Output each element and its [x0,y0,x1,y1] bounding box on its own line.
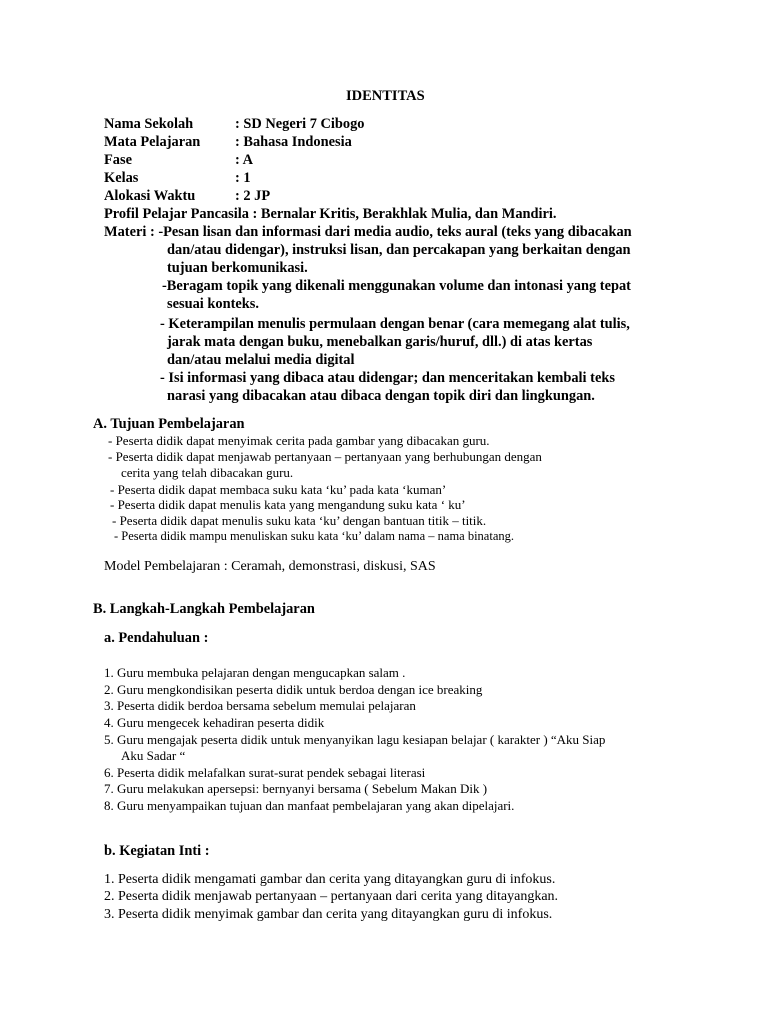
pendahuluan-item: 7. Guru melakukan apersepsi: bernyanyi bersama ( Sebelum Makan Dik ) [104,781,488,796]
phase-label: Fase [104,152,132,168]
materi-line: - Keterampilan menulis permulaan dengan benar (cara memegang alat tulis, [160,316,630,332]
materi-line: Materi : -Pesan lisan dan informasi dari media audio, teks aural (teks yang dibacakan [104,224,632,240]
subject-value: : Bahasa Indonesia [235,134,352,150]
objective-item: cerita yang telah dibacakan guru. [121,465,294,480]
objective-item: - Peserta didik dapat membaca suku kata ‘ku’ pada kata ‘kuman’ [110,482,447,497]
materi-line: sesuai konteks. [167,296,259,312]
class-value: : 1 [235,170,251,186]
profile-line: Profil Pelajar Pancasila : Bernalar Kritis, Berakhlak Mulia, dan Mandiri. [104,206,557,222]
objective-item: - Peserta didik dapat menjawab pertanyaan – pertanyaan yang berhubungan dengan [108,449,542,464]
materi-line: -Beragam topik yang dikenali menggunakan volume dan intonasi yang tepat [162,278,631,294]
pendahuluan-item: 8. Guru menyampaikan tujuan dan manfaat pembelajaran yang akan dipelajari. [104,798,515,813]
pendahuluan-heading: a. Pendahuluan : [104,630,209,646]
kegiatan-inti-item: 3. Peserta didik menyimak gambar dan cerita yang ditayangkan guru di infokus. [104,907,553,922]
section-a-heading: A. Tujuan Pembelajaran [93,416,245,432]
materi-line: dan/atau melalui media digital [167,352,355,368]
school-label: Nama Sekolah [104,116,194,132]
kegiatan-inti-heading: b. Kegiatan Inti : [104,843,210,859]
materi-line: narasi yang dibacakan atau dibaca dengan topik diri dan lingkungan. [167,388,595,404]
kegiatan-inti-item: 1. Peserta didik mengamati gambar dan cerita yang ditayangkan guru di infokus. [104,872,556,887]
objective-item: - Peserta didik dapat menulis suku kata ‘ku’ dengan bantuan titik – titik. [112,513,487,528]
section-b-heading: B. Langkah-Langkah Pembelajaran [93,601,315,617]
pendahuluan-item: 1. Guru membuka pelajaran dengan mengucapkan salam . [104,665,406,680]
materi-line: dan/atau didengar), instruksi lisan, dan percakapan yang berkaitan dengan [167,242,631,258]
time-label: Alokasi Waktu [104,188,196,204]
school-value: : SD Negeri 7 Cibogo [235,116,365,132]
learning-model: Model Pembelajaran : Ceramah, demonstrasi, diskusi, SAS [104,559,436,574]
pendahuluan-item: 5. Guru mengajak peserta didik untuk menyanyikan lagu kesiapan belajar ( karakter ) “Aku Siap [104,732,606,747]
pendahuluan-item: 4. Guru mengecek kehadiran peserta didik [104,715,325,730]
document-title: IDENTITAS [346,88,425,104]
pendahuluan-item: Aku Sadar “ [121,748,186,763]
kegiatan-inti-item: 2. Peserta didik menjawab pertanyaan – pertanyaan dari cerita yang ditayangkan. [104,889,559,904]
phase-value: : A [235,152,253,168]
subject-label: Mata Pelajaran [104,134,201,150]
objective-item: - Peserta didik dapat menyimak cerita pada gambar yang dibacakan guru. [108,433,490,448]
materi-line: jarak mata dengan buku, menebalkan garis/huruf, dll.) di atas kertas [167,334,593,350]
pendahuluan-item: 6. Peserta didik melafalkan surat-surat pendek sebagai literasi [104,765,426,780]
materi-line: tujuan berkomunikasi. [167,260,308,276]
pendahuluan-item: 3. Peserta didik berdoa bersama sebelum memulai pelajaran [104,698,416,713]
time-value: : 2 JP [235,188,271,204]
objective-item: - Peserta didik dapat menulis kata yang mengandung suku kata ‘ ku’ [110,497,466,512]
objective-item: - Peserta didik mampu menuliskan suku kata ‘ku’ dalam nama – nama binatang. [114,529,515,543]
class-label: Kelas [104,170,139,186]
pendahuluan-item: 2. Guru mengkondisikan peserta didik untuk berdoa dengan ice breaking [104,682,483,697]
materi-line: - Isi informasi yang dibaca atau didengar; dan menceritakan kembali teks [160,370,615,386]
